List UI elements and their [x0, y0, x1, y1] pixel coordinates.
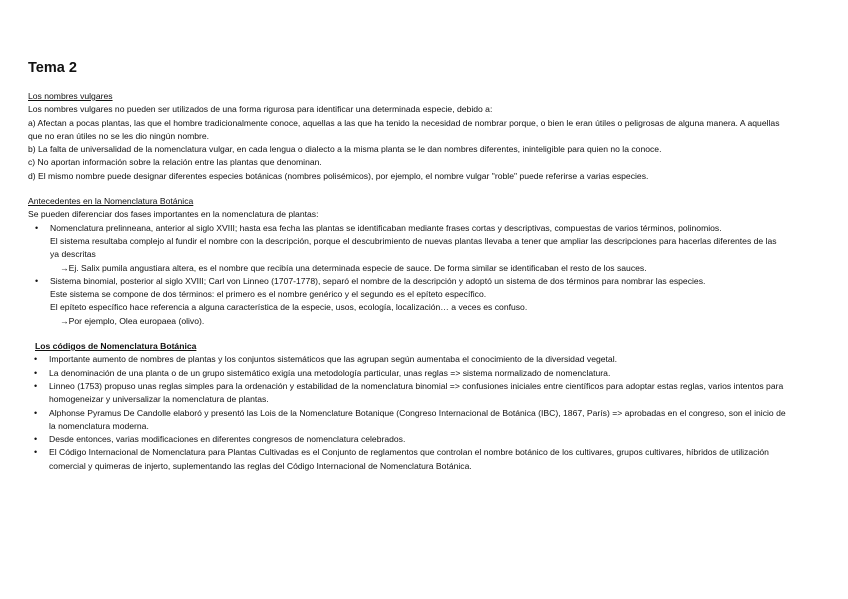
section-heading: Los códigos de Nomenclatura Botánica: [35, 341, 197, 352]
list-item-detail: Este sistema se compone de dos términos: el primero es el nombre genérico y el segundo es el epíteto específico.: [50, 289, 487, 300]
list-item: [50, 222, 788, 275]
list-item-text: • Sistema binomial, posterior al siglo XVIII; Carl von Linneo (1707-1778), separó el nombre de la descripción y adoptó un sistema de dos términos para nombrar las especies.: [50, 275, 706, 286]
paragraph: c) No aportan información sobre la relación entre las plantas que denominan.: [28, 157, 322, 168]
list-item: [50, 275, 788, 328]
section-heading: Antecedentes en la Nomenclatura Botánica: [28, 196, 194, 207]
section-antecedentes: [28, 195, 788, 328]
document-page: [28, 58, 788, 485]
bullet-list: [35, 353, 788, 473]
example-line: →Por ejemplo, Olea europaea (olivo).: [60, 315, 205, 326]
section-codigos: [28, 340, 788, 473]
list-item-text: • Nomenclatura prelinneana, anterior al siglo XVIII; hasta esa fecha las plantas se identificaban mediante frases cortas y descriptivas, compuestas de varios términos, polinomios.: [50, 222, 722, 233]
paragraph: Los nombres vulgares no pueden ser utilizados de una forma rigurosa para identificar una determinada especie, debido a:: [28, 104, 493, 115]
bullet-list: [28, 222, 788, 328]
paragraph: a) Afectan a pocas plantas, las que el hombre tradicionalmente conoce, aquellas a las que ha tenido la necesidad de nombrar porque, o bien le eran útiles o peligrosas de alguna manera. A aquellas que no eran útiles no se les dio ningún nombre.: [28, 117, 780, 141]
list-item: • Linneo (1753) propuso unas reglas simples para la ordenación y estabilidad de la nomenclatura binomial => confusiones iniciales entre científicos para adoptar estas reglas, varios intentos para homogeneizar y universalizar la nomenclatura de plantas.: [49, 380, 788, 407]
paragraph: b) La falta de universalidad de la nomenclatura vulgar, en cada lengua o dialecto a la misma planta se le dan nombres diferentes, ininteligible para quien no la conoce.: [28, 144, 662, 155]
paragraph: Se pueden diferenciar dos fases importantes en la nomenclatura de plantas:: [28, 209, 319, 220]
section-heading: Los nombres vulgares: [28, 91, 113, 101]
list-item: • La denominación de una planta o de un grupo sistemático exigía una metodología particular, unas reglas => sistema normalizado de nomenclatura.: [49, 367, 788, 380]
example-line: →Ej. Salix pumila angustiara altera, es el nombre que recibía una determinada especie de sauce. De forma similar se identificaban el resto de los sauces.: [60, 262, 647, 273]
paragraph: d) El mismo nombre puede designar diferentes especies botánicas (nombres polisémicos), por ejemplo, el nombre vulgar "roble" puede referirse a varias especies.: [28, 170, 649, 181]
section-nombres-vulgares: [28, 90, 788, 183]
list-item: • El Código Internacional de Nomenclatura para Plantas Cultivadas es el Conjunto de reglamentos que controlan el nombre botánico de los cultivares, grupos cultivares, híbridos de utilización comercial y quimeras de injerto, suplementando las reglas del Código Internacional de Nomenclatura Botánica.: [49, 446, 788, 473]
list-item-detail: El epíteto específico hace referencia a alguna característica de la especie, usos, ecología, localización… a veces es confuso.: [50, 302, 528, 313]
list-item: • Alphonse Pyramus De Candolle elaboró y presentó las Lois de la Nomenclature Botanique (Congreso Internacional de Botánica (IBC), 1867, París) => aprobadas en el congreso, son el inicio de la nomenclatura moderna.: [49, 407, 788, 434]
page-title: Tema 2: [28, 60, 77, 76]
list-item-detail: El sistema resultaba complejo al fundir el nombre con la descripción, porque el descubrimiento de nuevas plantas llevaba a tener que ampliar las descripciones para hacerlas diferentes de las ya descritas: [50, 235, 777, 260]
list-item: • Desde entonces, varias modificaciones en diferentes congresos de nomenclatura celebrados.: [49, 433, 788, 446]
list-item: • Importante aumento de nombres de plantas y los conjuntos sistemáticos que las agrupan según aumentaba el conocimiento de la diversidad vegetal.: [49, 353, 788, 366]
